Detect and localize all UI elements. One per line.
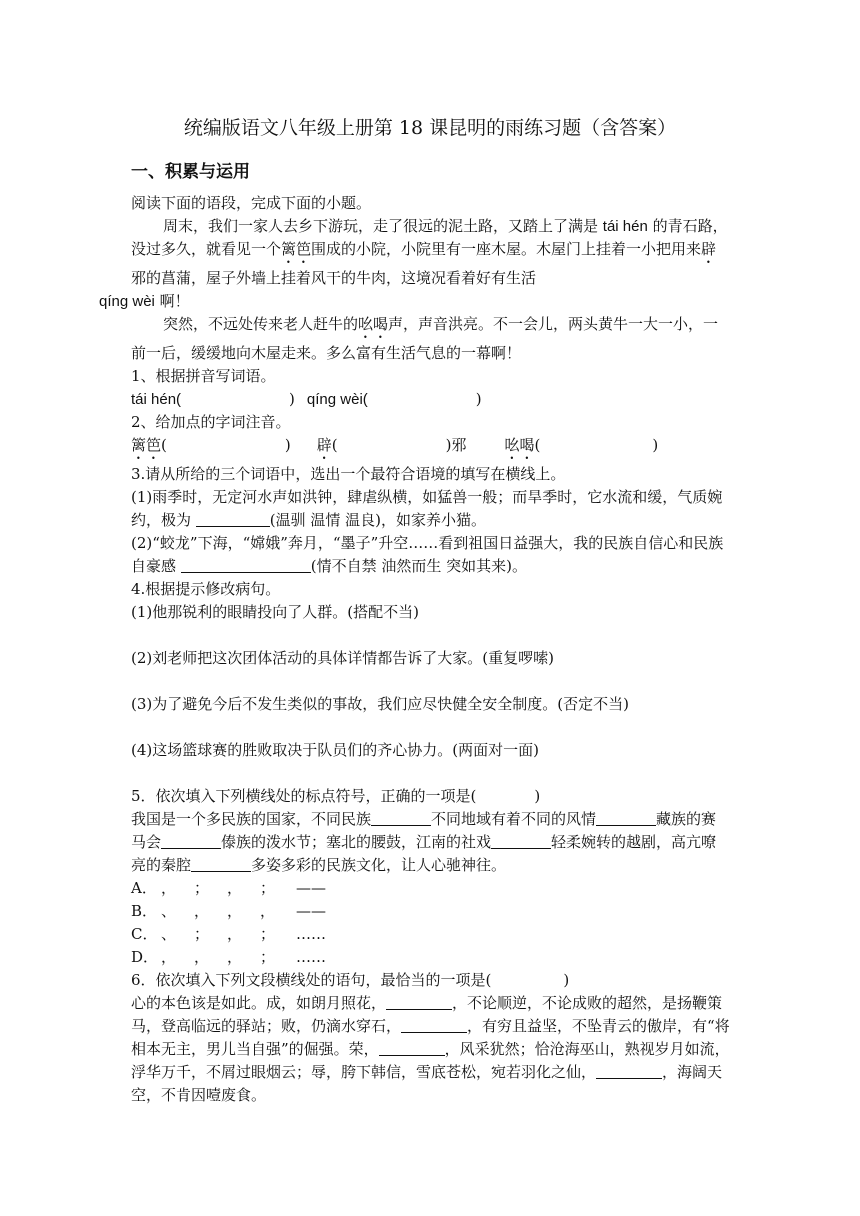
option-mark: —— bbox=[296, 879, 326, 897]
fill-blank[interactable] bbox=[386, 993, 452, 1010]
sentence-text: (情不自禁 油然而生 突如其来)。 bbox=[310, 557, 528, 575]
sentence-text: (温驯 温情 温良)，如家养小猫。 bbox=[269, 511, 487, 529]
suffix-text: )邪 bbox=[445, 436, 467, 454]
question-2-label: 2、给加点的字词注音。 bbox=[131, 413, 291, 431]
option-mark: ； bbox=[194, 925, 210, 943]
paren-open: ( bbox=[331, 436, 338, 454]
question-5-options bbox=[131, 877, 731, 969]
answer-prompt-tai-hen: tái hén( bbox=[131, 391, 182, 408]
fill-blank[interactable] bbox=[196, 510, 270, 527]
paren-close: ) bbox=[534, 787, 541, 805]
dotted-word-liba: 篱笆 bbox=[131, 436, 162, 454]
sentence-text: 不同地域有着不同的风情 bbox=[431, 810, 597, 828]
question-4-item: (1)他那锐利的眼睛投向了人群。(搭配不当) bbox=[131, 603, 419, 621]
option-mark: …… bbox=[296, 948, 326, 966]
fill-blank[interactable] bbox=[596, 809, 656, 826]
sentence-text: 我国是一个多民族的国家，不同民族 bbox=[131, 810, 372, 828]
sentence-text: (2)“蛟龙”下海，“嫦娥”奔月，“墨子”升空……看到祖国日益强大，我的民族自信心和民族自豪感 bbox=[131, 534, 724, 575]
question-1-label: 1、根据拼音写词语。 bbox=[131, 367, 276, 385]
option-mark: ， bbox=[227, 925, 243, 943]
document-body bbox=[99, 192, 731, 1107]
option-b[interactable] bbox=[131, 900, 731, 923]
option-letter: D． bbox=[131, 948, 159, 966]
option-mark: ； bbox=[260, 948, 276, 966]
option-mark: ， bbox=[260, 902, 276, 920]
option-mark: ， bbox=[194, 948, 210, 966]
question-5-label bbox=[131, 785, 731, 808]
question-6-label bbox=[131, 969, 731, 992]
dotted-word-bi: 辟 bbox=[316, 436, 332, 454]
pinyin-tai-hen: tái hén bbox=[602, 218, 648, 235]
option-mark: ， bbox=[227, 948, 243, 966]
option-c[interactable] bbox=[131, 923, 731, 946]
passage-text: 邪的菖蒲，屋子外墙上挂着风干的牛肉，这境况看着好有生活 bbox=[131, 269, 537, 287]
option-mark: ， bbox=[194, 902, 210, 920]
fill-blank[interactable] bbox=[191, 855, 251, 872]
answer-prompt-qing-wei: qíng wèi( bbox=[306, 391, 368, 408]
sentence-text: ，不论顺逆，不论成败的超然，是扬鞭策马，登高临远的驿站；败，仍滴水穿石， bbox=[131, 994, 723, 1035]
fill-blank[interactable] bbox=[491, 832, 551, 849]
sentence-text: ，有穷且益坚，不坠青云的傲岸，有“将相本无主，男儿当自强”的倔强。荣， bbox=[131, 1017, 730, 1058]
dotted-word-bi: 辟 bbox=[701, 240, 717, 258]
dotted-word-yaohe: 吆喝 bbox=[358, 315, 389, 333]
option-mark: ； bbox=[260, 879, 276, 897]
question-4-item: (4)这场篮球赛的胜败取决于队员们的齐心协力。(两面对一面) bbox=[131, 741, 539, 759]
option-letter: A． bbox=[131, 879, 157, 897]
question-text: 5．依次填入下列横线处的标点符号，正确的一项是( bbox=[131, 787, 477, 805]
paren-close: ) bbox=[563, 971, 570, 989]
fill-blank[interactable] bbox=[161, 832, 221, 849]
passage-text: 啊！ bbox=[154, 292, 190, 310]
paren-close: ) bbox=[652, 436, 659, 454]
option-mark: ， bbox=[161, 948, 177, 966]
sentence-text: (1)雨季时，无定河水声如洪钟，肆虐纵横，如猛兽一般；而旱季时，它水流和缓，气质婉约，极为 bbox=[131, 488, 723, 529]
passage-text: 声，声音洪亮。不一会儿，两头黄牛一大一小，一前一后，缓缓地向木屋走来。多么富有生活气息的一幕啊！ bbox=[131, 315, 719, 362]
option-mark: 、 bbox=[161, 902, 177, 920]
sentence-text: 多姿多彩的民族文化，让人心驰神往。 bbox=[251, 856, 507, 874]
paren-open: ( bbox=[161, 436, 167, 454]
question-3-item-1 bbox=[131, 486, 731, 532]
sentence-text: 心的本色该是如此。成，如朗月照花， bbox=[131, 994, 387, 1012]
fill-blank[interactable] bbox=[401, 1016, 467, 1033]
option-letter: C． bbox=[131, 925, 158, 943]
fill-blank[interactable] bbox=[379, 1039, 445, 1056]
question-text: 6．依次填入下列文段横线处的语句，最恰当的一项是( bbox=[131, 971, 492, 989]
fill-blank[interactable] bbox=[596, 1062, 662, 1079]
option-mark: ； bbox=[260, 925, 276, 943]
passage-paragraph-1 bbox=[99, 215, 731, 313]
paren-close: ) bbox=[284, 436, 291, 454]
question-1-answers bbox=[131, 388, 731, 411]
question-5-text bbox=[131, 808, 731, 877]
option-d[interactable] bbox=[131, 946, 731, 969]
passage-text: 周末，我们一家人去乡下游玩，走了很远的泥土路，又踏上了满是 bbox=[163, 217, 603, 235]
sentence-text: ，风采犹然；恰沧海巫山，熟视岁月如流，浮华万千，不屑过眼烟云；辱，胯下韩信，雪底苍松，宛若羽化之仙， bbox=[131, 1040, 730, 1081]
question-4-label: 4.根据提示修改病句。 bbox=[131, 580, 281, 598]
question-2-answers bbox=[131, 434, 731, 463]
document-title: 统编版语文八年级上册第 18 课昆明的雨练习题（含答案） bbox=[183, 117, 677, 139]
sentence-text: 轻柔婉转的越剧，高亢嘹亮的秦腔 bbox=[131, 833, 717, 874]
passage-paragraph-2 bbox=[131, 313, 731, 365]
paren-open: ( bbox=[534, 436, 541, 454]
section-heading: 一、积累与运用 bbox=[131, 162, 250, 182]
question-3-label: 3.请从所给的三个词语中，选出一个最符合语境的填写在横线上。 bbox=[131, 465, 566, 483]
option-mark: ； bbox=[194, 879, 210, 897]
option-letter: B． bbox=[131, 902, 158, 920]
dotted-word-libа: 篱笆 bbox=[281, 240, 312, 258]
option-mark: …… bbox=[296, 925, 326, 943]
question-4-item: (3)为了避免今后不发生类似的事故，我们应尽快健全安全制度。(否定不当) bbox=[131, 695, 629, 713]
option-a[interactable] bbox=[131, 877, 731, 900]
paren-close: ) bbox=[475, 390, 482, 408]
dotted-word-yaohe: 吆喝 bbox=[504, 436, 535, 454]
option-mark: —— bbox=[296, 902, 326, 920]
paren-close: ) bbox=[289, 390, 295, 408]
question-4-item: (2)刘老师把这次团体活动的具体详情都告诉了大家。(重复啰嗦) bbox=[131, 649, 554, 667]
option-mark: 、 bbox=[161, 925, 177, 943]
sentence-text: 傣族的泼水节；塞北的腰鼓，江南的社戏 bbox=[221, 833, 492, 851]
option-mark: ， bbox=[161, 879, 177, 897]
question-3-item-2 bbox=[131, 532, 731, 578]
reading-instruction: 阅读下面的语段，完成下面的小题。 bbox=[131, 194, 372, 212]
fill-blank[interactable] bbox=[371, 809, 431, 826]
option-mark: ， bbox=[227, 879, 243, 897]
pinyin-qing-wei: qíng wèi bbox=[99, 293, 155, 310]
sentence-text: 藏族的赛马会 bbox=[131, 810, 717, 851]
passage-text: 的青石路，没过多久，就看见一个 bbox=[131, 217, 728, 258]
fill-blank[interactable] bbox=[181, 556, 311, 573]
passage-text: 围成的小院，小院里有一座木屋。木屋门上挂着一小把用来 bbox=[311, 240, 702, 258]
option-mark: ， bbox=[227, 902, 243, 920]
sentence-text: ，海阔天空，不肯因噎废食。 bbox=[131, 1063, 723, 1104]
question-6-text bbox=[131, 992, 731, 1107]
passage-text: 突然，不远处传来老人赶牛的 bbox=[163, 315, 359, 333]
